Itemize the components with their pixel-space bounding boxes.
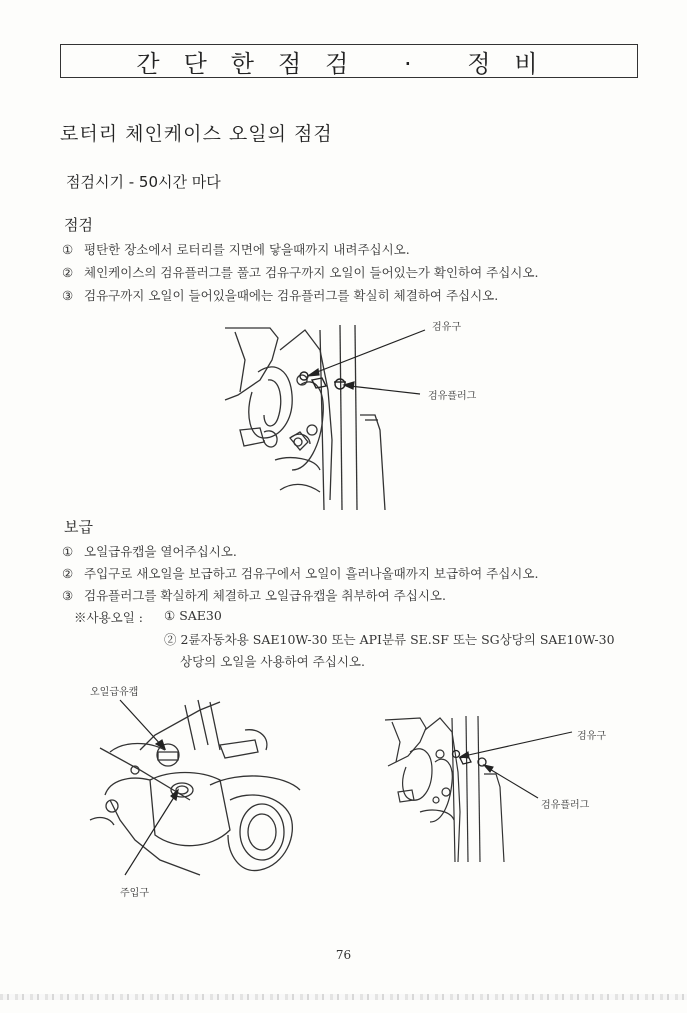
step-number: ② bbox=[62, 265, 74, 280]
label-filler-cap: 오일급유캡 bbox=[90, 687, 139, 698]
refill-step-3 bbox=[62, 586, 446, 604]
label-detail-check-port: 검유구 bbox=[577, 731, 606, 742]
check-plug-detail-diagram bbox=[380, 712, 580, 872]
section-title: 로터리 체인케이스 오일의 점검 bbox=[60, 123, 333, 145]
step-number: ① bbox=[62, 544, 74, 559]
refill-step-1 bbox=[62, 542, 237, 560]
oil-spec-label: ※사용오일 : bbox=[74, 610, 143, 625]
step-text: 검유플러그를 확실하게 체결하고 오일급유캡을 취부하여 주십시오. bbox=[84, 588, 446, 603]
step-number: ① bbox=[62, 242, 74, 257]
step-text: 주입구로 새오일을 보급하고 검유구에서 오일이 흘러나올때까지 보급하여 주십시오. bbox=[84, 566, 539, 581]
step-text: 체인케이스의 검유플러그를 풀고 검유구까지 오일이 들어있는가 확인하여 주십시오. bbox=[84, 265, 539, 280]
page-header-box bbox=[60, 44, 638, 78]
step-number: ② bbox=[62, 566, 74, 581]
refill-step-2 bbox=[62, 564, 538, 582]
oil-option-1 bbox=[164, 608, 222, 623]
check-step-1 bbox=[62, 240, 410, 258]
oil-note: 상당의 오일을 사용하여 주십시오. bbox=[180, 654, 365, 669]
label-filler-port: 주입구 bbox=[120, 888, 149, 899]
option-number: ① bbox=[164, 608, 176, 623]
step-number: ③ bbox=[62, 288, 74, 303]
label-check-plug: 검유플러그 bbox=[428, 391, 477, 402]
option-text: 2륜자동차용 SAE10W-30 또는 API분류 SE.SF 또는 SG상당의 SAE10W-30 bbox=[180, 632, 615, 647]
filler-cap-diagram bbox=[80, 690, 320, 900]
step-number: ③ bbox=[62, 588, 74, 603]
page-header-title: 간단한점검 · 정비 bbox=[136, 49, 562, 78]
check-plug-diagram bbox=[220, 320, 490, 515]
step-text: 검유구까지 오일이 들어있을때에는 검유플러그를 확실히 체결하여 주십시오. bbox=[84, 288, 499, 303]
check-heading: 점검 bbox=[64, 216, 93, 234]
step-text: 평탄한 장소에서 로터리를 지면에 닿을때까지 내려주십시오. bbox=[84, 242, 410, 257]
inspection-period: 점검시기 - 50시간 마다 bbox=[66, 173, 221, 191]
label-check-port: 검유구 bbox=[432, 322, 461, 333]
oil-option-2 bbox=[164, 630, 615, 648]
option-text: SAE30 bbox=[179, 608, 222, 623]
page-number: 76 bbox=[335, 948, 352, 962]
step-text: 오일급유캡을 열어주십시오. bbox=[84, 544, 237, 559]
refill-heading: 보급 bbox=[64, 518, 93, 536]
scan-artifact-strip bbox=[0, 994, 687, 1000]
option-number: ② bbox=[164, 632, 177, 647]
check-step-2 bbox=[62, 263, 538, 281]
label-detail-check-plug: 검유플러그 bbox=[541, 800, 590, 811]
check-step-3 bbox=[62, 286, 498, 304]
